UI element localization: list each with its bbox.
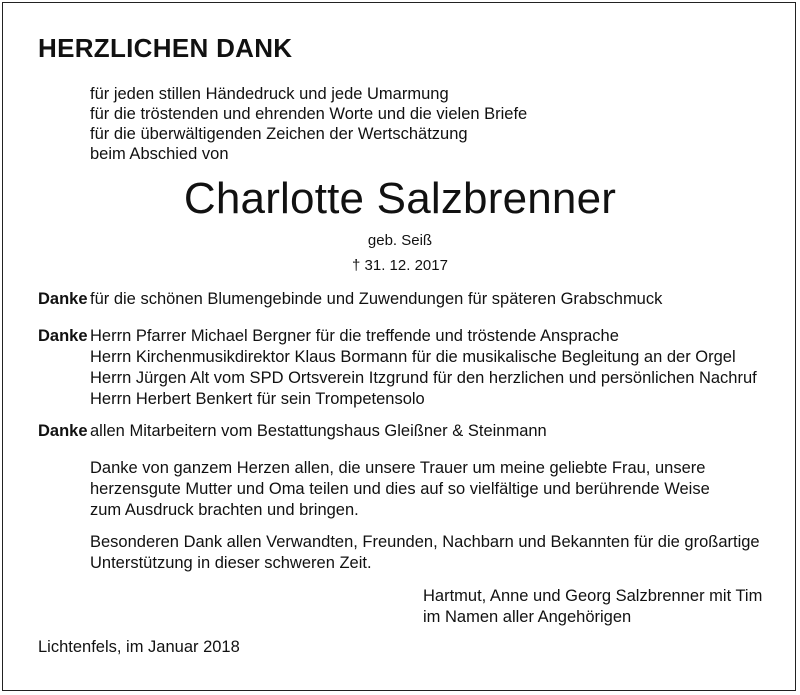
thanks-line: für die schönen Blumengebinde und Zuwendungen für späteren Grabschmuck xyxy=(90,290,663,308)
paragraph-line: Danke von ganzem Herzen allen, die unsere Trauer um meine geliebte Frau, unsere xyxy=(90,459,706,477)
maiden-name: geb. Seiß xyxy=(367,232,433,249)
thanks-line: Herrn Kirchenmusikdirektor Klaus Bormann für die musikalische Begleitung an der Orgel xyxy=(90,348,736,366)
paragraph-line: herzensgute Mutter und Oma teilen und dies auf so vielfältige und berührende Weise xyxy=(90,480,710,498)
thanks-row-persons xyxy=(38,326,757,410)
paragraph-line: Unterstützung in dieser schweren Zeit. xyxy=(90,554,372,572)
heading: HERZLICHEN DANK xyxy=(38,33,293,63)
thanks-label: Danke xyxy=(38,290,88,308)
intro-line: für die überwältigenden Zeichen der Wertschätzung xyxy=(90,125,468,143)
intro-text xyxy=(90,84,527,164)
paragraph-line: Besonderen Dank allen Verwandten, Freunden, Nachbarn und Bekannten für die großartige xyxy=(90,533,760,551)
thanks-label: Danke xyxy=(38,327,88,345)
deceased-name: Charlotte Salzbrenner xyxy=(183,174,617,223)
signature-line: im Namen aller Angehörigen xyxy=(423,608,632,626)
signature-line: Hartmut, Anne und Georg Salzbrenner mit Tim xyxy=(423,587,763,605)
thanks-label: Danke xyxy=(38,422,88,440)
intro-line: beim Abschied von xyxy=(90,145,229,163)
thanks-line: Herrn Pfarrer Michael Bergner für die treffende und tröstende Ansprache xyxy=(90,327,619,345)
death-date: † 31. 12. 2017 xyxy=(352,257,448,274)
thanks-line: Herrn Herbert Benkert für sein Trompetensolo xyxy=(90,390,425,408)
signature xyxy=(423,586,762,628)
place-date: Lichtenfels, im Januar 2018 xyxy=(38,638,240,656)
thanks-row-funeral-home xyxy=(38,421,547,442)
thanks-line: Herrn Jürgen Alt vom SPD Ortsverein Itzgrund für den herzlichen und persönlichen Nachruf xyxy=(90,369,757,387)
thanks-line: allen Mitarbeitern vom Bestattungshaus Gleißner & Steinmann xyxy=(90,422,547,440)
thanks-paragraph-1 xyxy=(90,458,710,521)
intro-line: für die tröstenden und ehrenden Worte und die vielen Briefe xyxy=(90,105,528,123)
paragraph-line: zum Ausdruck brachten und bringen. xyxy=(90,501,359,519)
intro-line: für jeden stillen Händedruck und jede Umarmung xyxy=(90,85,449,103)
thanks-row-flowers xyxy=(38,289,662,310)
thanks-paragraph-2 xyxy=(90,532,760,574)
